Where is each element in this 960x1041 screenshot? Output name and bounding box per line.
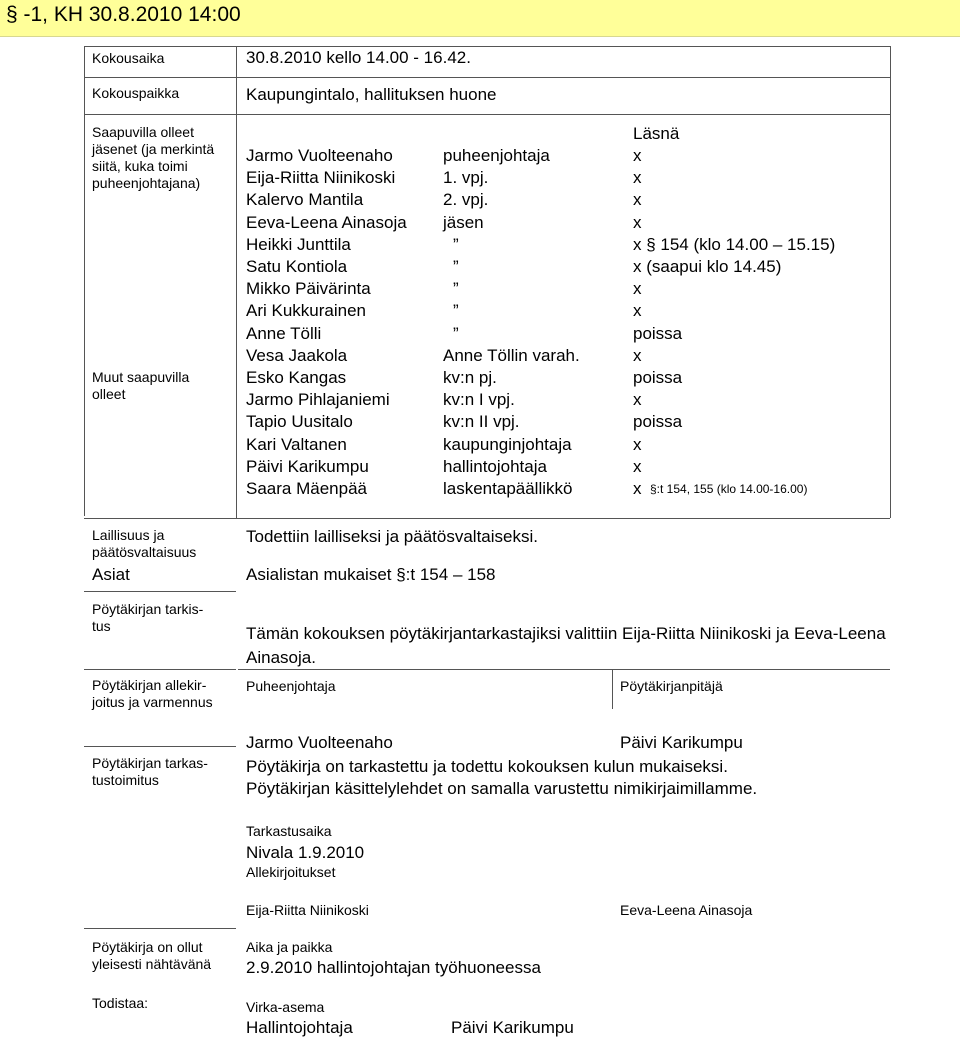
legality-label: Laillisuus ja päätösvaltaisuus — [92, 527, 197, 560]
table-divider-matters — [84, 591, 236, 592]
signing-column-divider — [612, 669, 613, 709]
secretary-title: Pöytäkirjanpitäjä — [620, 678, 723, 694]
publication-place-value: 2.9.2010 hallintojohtajan työhuoneessa — [246, 958, 541, 977]
attendee-status: x — [633, 168, 642, 188]
attendee-name: Anne Tölli — [246, 323, 322, 343]
table-divider-attendance — [84, 518, 890, 519]
attendee-name: Esko Kangas — [246, 368, 347, 387]
attendee-status: x — [633, 146, 642, 165]
inspection-label: Pöytäkirjan tarkas-tustoimitus — [92, 755, 208, 788]
table-border-right — [890, 46, 891, 518]
meeting-place-value: Kaupungintalo, hallituksen huone — [246, 85, 497, 104]
document-title: § -1, KH 30.8.2010 14:00 — [6, 3, 241, 26]
attendee-status: poissa — [633, 412, 683, 432]
attendee-name: Mikko Päivärinta — [246, 279, 371, 299]
attendee-status: poissa — [633, 323, 683, 343]
attendee-status: x — [633, 190, 642, 210]
signing-label: Pöytäkirjan allekir-joitus ja varmennus — [92, 677, 213, 710]
attendee-status: x — [633, 212, 642, 232]
signatures-label: Allekirjoitukset — [246, 864, 336, 880]
attendee-name: Tapio Uusitalo — [246, 412, 353, 432]
attendee-name: Eeva-Leena Ainasoja — [246, 212, 407, 232]
table-divider-signing — [84, 746, 236, 747]
attendee-role: ” — [453, 279, 459, 299]
attendee-role: Anne Töllin varah. — [443, 345, 580, 365]
inspection-line-2: Pöytäkirjan käsittelylehdet on samalla varustettu nimikirjaimillamme. — [246, 779, 758, 798]
table-border-top — [84, 46, 890, 47]
inspection-time-value: Nivala 1.9.2010 — [246, 843, 365, 862]
attendee-role: ” — [453, 301, 459, 321]
matters-value: Asialistan mukaiset §:t 154 – 158 — [246, 565, 496, 584]
attendee-status: x — [633, 301, 642, 321]
legality-value: Todettiin lailliseksi ja päätösvaltaiseksi. — [246, 527, 538, 546]
certifier-name: Päivi Karikumpu — [451, 1018, 574, 1037]
attendee-status: x § 154 (klo 14.00 – 15.15) — [633, 234, 836, 254]
attendee-name: Eija-Riitta Niinikoski — [246, 168, 396, 188]
attendee-name: Saara Mäenpää — [246, 479, 367, 498]
attendee-status: poissa — [633, 368, 683, 387]
attendee-status: x — [633, 479, 642, 498]
meeting-time-label: Kokousaika — [92, 50, 165, 66]
attendee-role: jäsen — [443, 212, 484, 232]
attendee-name: Kalervo Mantila — [246, 190, 364, 210]
table-divider-review — [84, 669, 236, 670]
attendee-name: Jarmo Pihlajaniemi — [246, 390, 390, 410]
attendee-role: puheenjohtaja — [443, 146, 550, 165]
publication-label: Pöytäkirja on ollut yleisesti nähtävänä — [92, 939, 212, 972]
table-border-left — [84, 46, 85, 516]
attendee-role: 1. vpj. — [443, 168, 489, 188]
inspection-time-label: Tarkastusaika — [246, 823, 332, 839]
office-label: Virka-asema — [246, 999, 325, 1015]
table-divider-place — [84, 114, 890, 115]
attendee-status: x — [633, 434, 642, 454]
chair-name: Jarmo Vuolteenaho — [246, 733, 393, 752]
certify-label: Todistaa: — [92, 995, 149, 1011]
signer-2: Eeva-Leena Ainasoja — [620, 902, 753, 918]
attendee-role: hallintojohtaja — [443, 456, 547, 476]
attendee-status: x — [633, 279, 642, 299]
matters-label: Asiat — [92, 565, 130, 584]
attendee-role: kv:n II vpj. — [443, 412, 520, 432]
attendance-members-label: Saapuvilla olleet jäsenet (ja merkintä siitä, kuka toimi puheenjohtajana) — [92, 124, 215, 191]
attendee-name: Kari Valtanen — [246, 434, 347, 454]
attendee-name: Ari Kukkurainen — [246, 301, 367, 321]
attendee-name: Jarmo Vuolteenaho — [246, 146, 393, 165]
chair-title: Puheenjohtaja — [246, 678, 336, 694]
attendee-name: Heikki Junttila — [246, 234, 351, 254]
inspection-line-1: Pöytäkirja on tarkastettu ja todettu kokouksen kulun mukaiseksi. — [246, 757, 728, 776]
secretary-name: Päivi Karikumpu — [620, 733, 743, 752]
attendee-status: x — [633, 456, 642, 476]
table-column-divider — [236, 46, 237, 518]
attendee-role: ” — [453, 323, 459, 343]
review-label: Pöytäkirjan tarkis-tus — [92, 601, 204, 634]
attendee-role: 2. vpj. — [443, 190, 489, 210]
table-divider-time — [84, 77, 890, 78]
office-value: Hallintojohtaja — [246, 1018, 353, 1037]
meeting-place-label: Kokouspaikka — [92, 85, 180, 101]
attendee-role: kv:n I vpj. — [443, 390, 515, 410]
attendee-name: Vesa Jaakola — [246, 345, 348, 365]
attendee-name: Päivi Karikumpu — [246, 456, 369, 476]
publication-place-label: Aika ja paikka — [246, 939, 333, 955]
attendee-role: ” — [453, 234, 459, 254]
attendee-role: kv:n pj. — [443, 368, 497, 387]
table-divider-inspection — [84, 928, 236, 929]
review-value: Tämän kokouksen pöytäkirjantarkastajiksi valittiin Eija-Riitta Niinikoski ja Eeva-Leena Ainasoja. — [246, 624, 886, 667]
attendee-status: x (saapui klo 14.45) — [633, 257, 782, 276]
attendee-status: x — [633, 390, 642, 410]
attendee-role: kaupunginjohtaja — [443, 434, 572, 454]
attendee-role: ” — [453, 257, 459, 276]
attendee-name: Satu Kontiola — [246, 257, 348, 276]
attendee-status: x — [633, 345, 642, 365]
signer-1: Eija-Riitta Niinikoski — [246, 902, 369, 918]
meeting-time-value: 30.8.2010 kello 14.00 - 16.42. — [246, 48, 471, 67]
attendee-status-note: §:t 154, 155 (klo 14.00-16.00) — [650, 482, 808, 496]
attendee-role: laskentapäällikkö — [443, 479, 573, 498]
attendance-others-label: Muut saapuvilla olleet — [92, 369, 190, 402]
present-column-header: Läsnä — [633, 124, 680, 143]
